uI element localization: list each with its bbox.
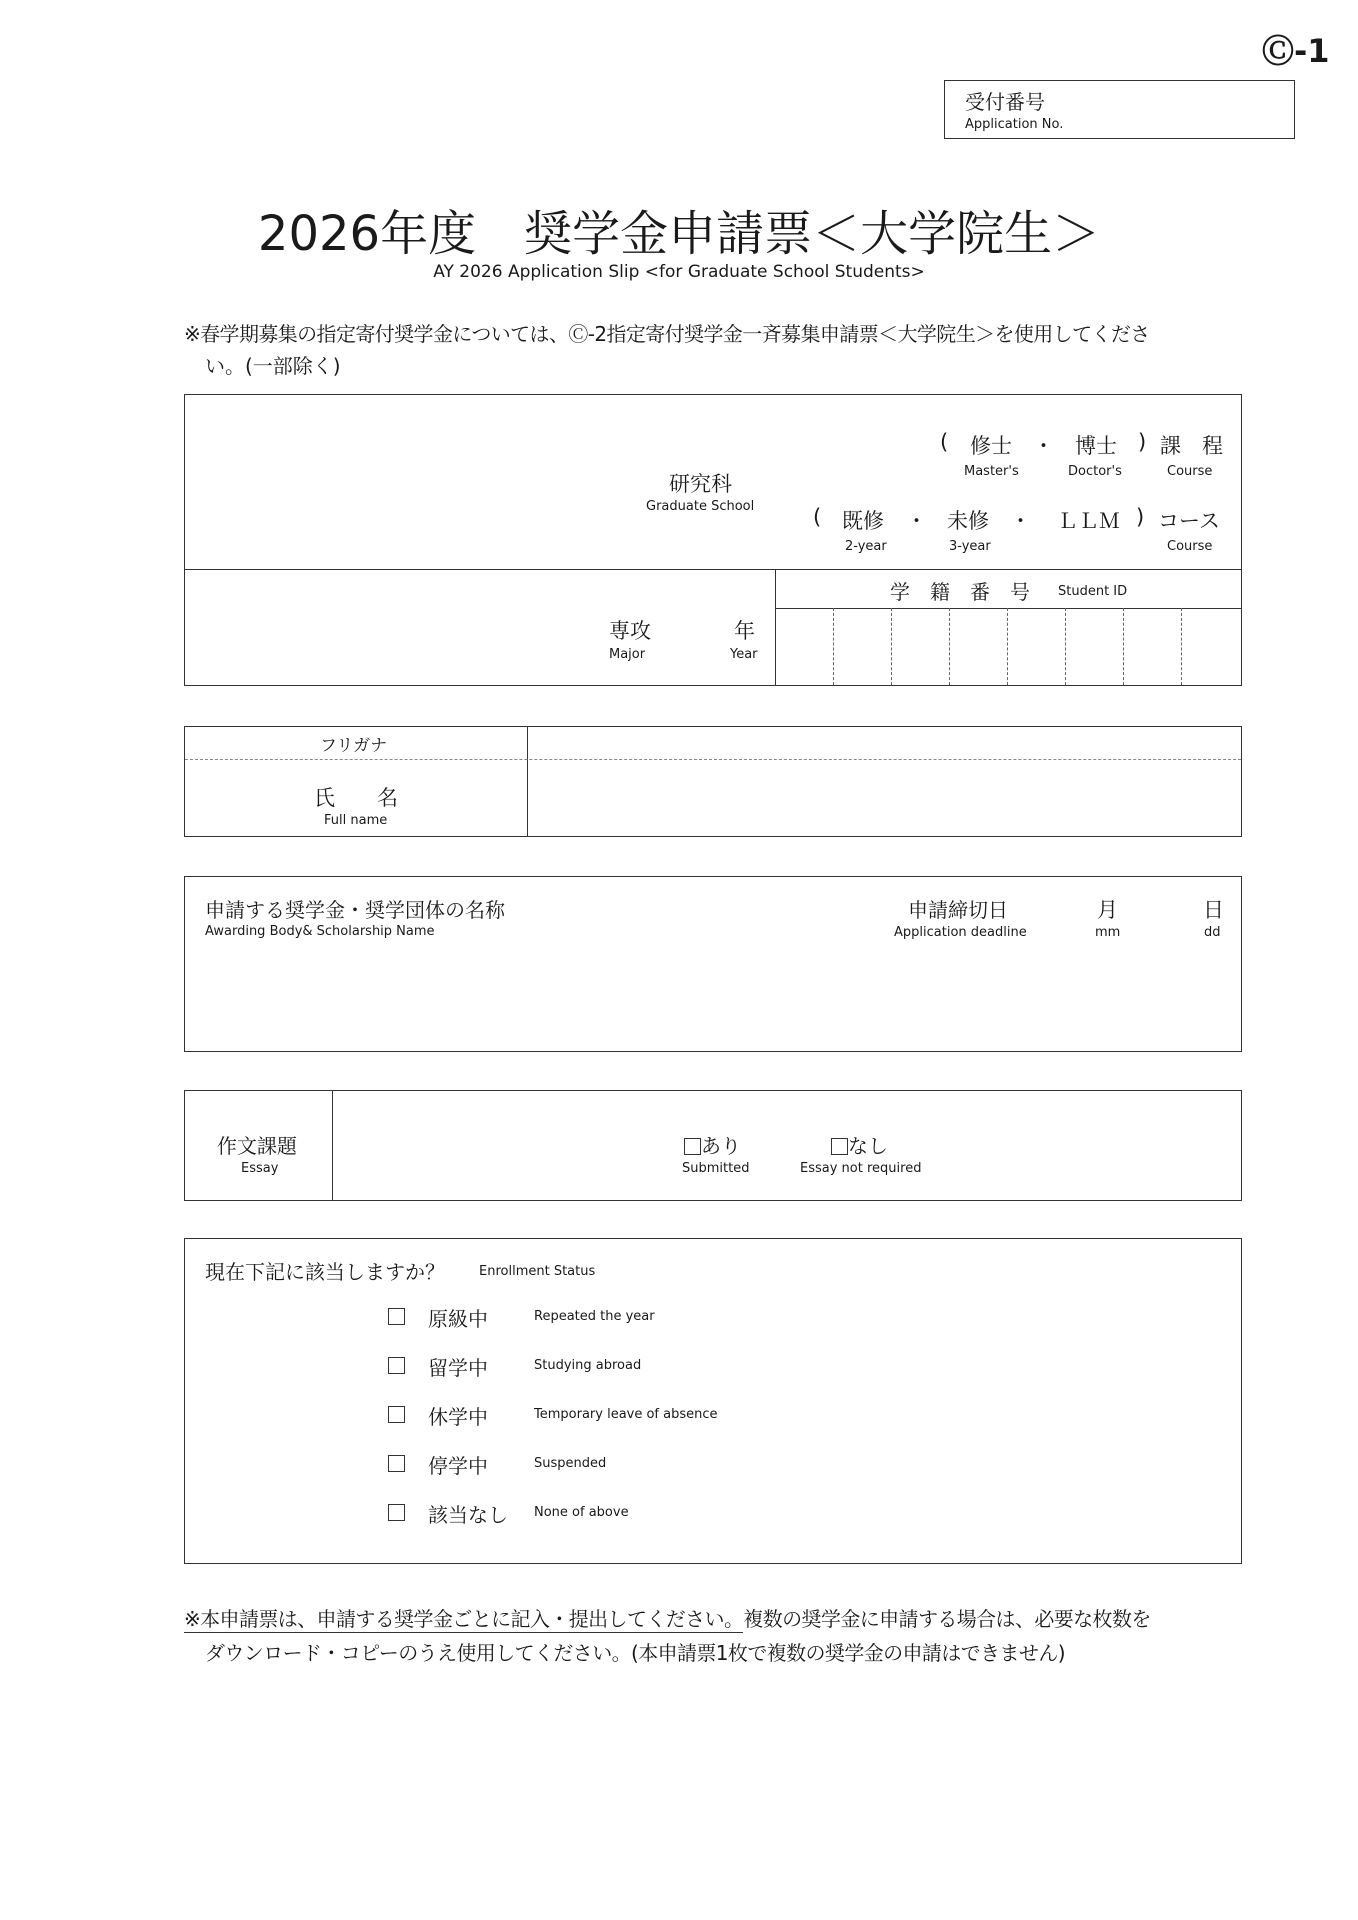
graduate-school-label: 研究科 bbox=[669, 472, 732, 496]
scholarship-name-label-en: Awarding Body& Scholarship Name bbox=[205, 924, 435, 939]
notice-top-line1: ※春学期募集の指定寄付奨学金については、Ⓒ-2指定寄付奨学金一斉募集申請票＜大学院生＞を使用してくださ bbox=[184, 322, 1150, 346]
year-label: 年 bbox=[734, 619, 755, 643]
major-label-en: Major bbox=[609, 647, 646, 662]
checkbox-icon[interactable] bbox=[388, 1504, 405, 1521]
enrollment-question: 現在下記に該当しますか？ bbox=[205, 1260, 445, 1284]
doctors-label-en: Doctor's bbox=[1068, 464, 1122, 479]
notice-bottom-underlined: ※本申請票は、申請する奨学金ごとに記入・提出してください。 bbox=[184, 1607, 744, 1631]
page-subtitle: AY 2026 Application Slip <for Graduate School Students> bbox=[433, 262, 925, 282]
essay-label-en: Essay bbox=[241, 1161, 279, 1176]
essay-submitted-option[interactable] bbox=[684, 1130, 741, 1159]
course-label-1: 課 程 bbox=[1160, 434, 1223, 458]
enrollment-option-label: 休学中 bbox=[428, 1405, 488, 1429]
paren-open-1: ( bbox=[940, 430, 949, 454]
paren-open-2: ( bbox=[813, 505, 822, 529]
course-label-2: コース bbox=[1158, 509, 1220, 533]
furigana-divider bbox=[185, 759, 1241, 760]
enrollment-box bbox=[184, 1238, 1242, 1564]
full-name-label-en: Full name bbox=[324, 813, 388, 828]
student-id-cell-divider bbox=[891, 608, 892, 685]
month-label-en: mm bbox=[1095, 925, 1121, 940]
application-no-box[interactable] bbox=[944, 80, 1295, 139]
student-id-label-en: Student ID bbox=[1058, 584, 1128, 599]
application-no-label-en: Application No. bbox=[965, 117, 1064, 132]
student-id-cell-divider bbox=[1007, 608, 1008, 685]
scholarship-name-label: 申請する奨学金・奨学団体の名称 bbox=[205, 898, 505, 922]
doctors-option[interactable]: 博士 bbox=[1075, 434, 1117, 458]
school-divider bbox=[185, 569, 1241, 570]
llm-option[interactable]: ＬＬＭ bbox=[1057, 509, 1120, 533]
day-label: 日 bbox=[1203, 898, 1224, 922]
essay-not-required-label-en: Essay not required bbox=[800, 1161, 922, 1176]
enrollment-option-label-en: Studying abroad bbox=[534, 1358, 642, 1373]
paren-close-1: ) bbox=[1138, 430, 1147, 454]
paren-close-2: ) bbox=[1136, 505, 1145, 529]
dot-1: ・ bbox=[1033, 434, 1054, 458]
essay-not-required-option[interactable] bbox=[831, 1130, 888, 1159]
student-id-label: 学 籍 番 号 bbox=[890, 580, 1030, 604]
graduate-school-label-en: Graduate School bbox=[646, 499, 755, 514]
major-label: 専攻 bbox=[609, 619, 651, 643]
checkbox-icon[interactable] bbox=[831, 1138, 848, 1155]
checkbox-icon[interactable] bbox=[388, 1406, 405, 1423]
checkbox-icon[interactable] bbox=[388, 1308, 405, 1325]
full-name-label: 氏 名 bbox=[314, 786, 398, 810]
student-id-cell-divider bbox=[949, 608, 950, 685]
student-id-cell-divider bbox=[833, 608, 834, 685]
notice-bottom-line2: ダウンロード・コピーのうえ使用してください。(本申請票1枚で複数の奨学金の申請はできません) bbox=[205, 1641, 1065, 1665]
deadline-label: 申請締切日 bbox=[908, 898, 1008, 922]
page-title: 2026年度 奨学金申請票＜大学院生＞ bbox=[257, 206, 1101, 262]
checkbox-icon[interactable] bbox=[684, 1138, 701, 1155]
deadline-label-en: Application deadline bbox=[894, 925, 1027, 940]
essay-submitted-label: あり bbox=[701, 1134, 741, 1158]
course-label-2-en: Course bbox=[1167, 539, 1213, 554]
enrollment-option-label-en: Repeated the year bbox=[534, 1309, 655, 1324]
dot-3: ・ bbox=[1010, 509, 1031, 533]
furigana-label: フリガナ bbox=[320, 736, 388, 756]
notice-bottom-rest: 複数の奨学金に申請する場合は、必要な枚数を bbox=[743, 1607, 1151, 1631]
essay-not-required-label: なし bbox=[848, 1134, 888, 1158]
student-id-cell-divider bbox=[1181, 608, 1182, 685]
enrollment-option-label-en: Temporary leave of absence bbox=[534, 1407, 718, 1422]
notice-bottom-line1 bbox=[184, 1603, 1151, 1632]
kishu-label-en: 2-year bbox=[845, 539, 887, 554]
dot-2: ・ bbox=[906, 509, 927, 533]
mishu-option[interactable]: 未修 bbox=[947, 509, 989, 533]
month-label: 月 bbox=[1097, 898, 1118, 922]
student-id-cell-divider bbox=[1123, 608, 1124, 685]
checkbox-icon[interactable] bbox=[388, 1455, 405, 1472]
checkbox-icon[interactable] bbox=[388, 1357, 405, 1374]
enrollment-option-label: 原級中 bbox=[428, 1307, 488, 1331]
enrollment-option-label: 留学中 bbox=[428, 1356, 488, 1380]
form-id: Ⓒ-1 bbox=[1262, 32, 1330, 70]
student-id-cell-divider bbox=[1065, 608, 1066, 685]
course-label-1-en: Course bbox=[1167, 464, 1213, 479]
essay-divider bbox=[332, 1091, 333, 1200]
enrollment-option-label-en: Suspended bbox=[534, 1456, 607, 1471]
enrollment-option-label: 停学中 bbox=[428, 1454, 488, 1478]
student-id-header-line bbox=[775, 608, 1241, 609]
application-no-label: 受付番号 bbox=[965, 90, 1045, 114]
enrollment-option-label-en: None of above bbox=[534, 1505, 629, 1520]
essay-submitted-label-en: Submitted bbox=[682, 1161, 750, 1176]
furigana-input[interactable] bbox=[529, 727, 1241, 758]
kishu-option[interactable]: 既修 bbox=[842, 509, 884, 533]
enrollment-option-label: 該当なし bbox=[428, 1503, 508, 1527]
name-divider bbox=[527, 727, 528, 836]
mishu-label-en: 3-year bbox=[949, 539, 991, 554]
major-id-divider bbox=[775, 569, 776, 685]
name-input[interactable] bbox=[529, 761, 1241, 836]
essay-label: 作文課題 bbox=[217, 1134, 297, 1158]
day-label-en: dd bbox=[1204, 925, 1221, 940]
masters-label-en: Master's bbox=[964, 464, 1019, 479]
masters-option[interactable]: 修士 bbox=[970, 434, 1012, 458]
year-label-en: Year bbox=[730, 647, 758, 662]
enrollment-question-en: Enrollment Status bbox=[479, 1264, 596, 1279]
notice-top-line2: い。(一部除く) bbox=[205, 354, 341, 378]
